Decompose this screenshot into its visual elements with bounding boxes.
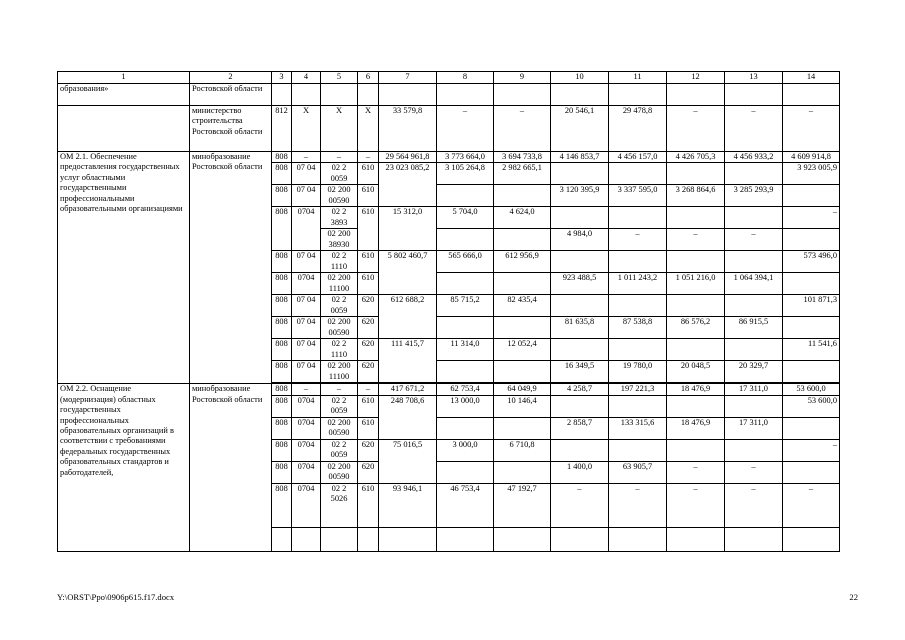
cell-value: – <box>783 207 840 229</box>
cell-rzpr: 07 04 <box>292 339 321 361</box>
cell-vr: 610 <box>358 273 379 295</box>
cell-vr: 620 <box>358 361 379 383</box>
cell-value: 1 400,0 <box>551 461 609 483</box>
cell-csr: 02 200 11100 <box>321 273 358 295</box>
cell-grbs: 808 <box>272 273 292 295</box>
cell-csr: 02 2 3893 <box>321 207 358 229</box>
col-header: 10 <box>551 72 609 84</box>
cell-csr: 02 200 11100 <box>321 361 358 383</box>
cell-csr: 02 2 1110 <box>321 339 358 361</box>
cell-value: 53 600,0 <box>783 384 840 395</box>
cell-rzpr: 0704 <box>292 207 321 251</box>
cell-rzpr: 07 04 <box>292 185 321 207</box>
cell-rzpr: 07 04 <box>292 163 321 185</box>
cell-rzpr: 0704 <box>292 417 321 439</box>
cell-value: 19 780,0 <box>609 361 667 383</box>
cell-value: – <box>609 483 667 527</box>
cell-value: – <box>783 106 840 152</box>
cell-csr: 02 2 0059 <box>321 395 358 417</box>
cell-value: 3 923 005,9 <box>783 163 840 185</box>
cell-grbs: 808 <box>272 185 292 207</box>
cell-value: – <box>609 229 667 251</box>
cell-value: 81 635,8 <box>551 317 609 339</box>
cell-vr: 610 <box>358 251 379 273</box>
cell-value: – <box>725 229 783 251</box>
cell-value: – <box>667 483 725 527</box>
cell-value: 85 715,2 <box>437 295 494 317</box>
col-header: 8 <box>437 72 494 84</box>
cell-value: 86 576,2 <box>667 317 725 339</box>
cell-value: 11 314,0 <box>437 339 494 361</box>
cell-grbs: 808 <box>272 339 292 361</box>
file-path: Y:\ORST\Ppo\0906p615.f17.docx <box>57 592 175 602</box>
cell-csr: 02 2 1110 <box>321 251 358 273</box>
cell-value: – <box>667 229 725 251</box>
cell-value: 33 579,8 <box>379 106 437 152</box>
cell-grbs: 808 <box>272 439 292 461</box>
cell-csr: 02 200 00590 <box>321 185 358 207</box>
cell-grbs: 808 <box>272 207 292 251</box>
cell-rzpr: – <box>292 384 321 395</box>
cell-value: 3 268 864,6 <box>667 185 725 207</box>
cell-grbs: 808 <box>272 461 292 483</box>
cell-csr: Х <box>321 106 358 152</box>
cell-value: 11 541,6 <box>783 339 840 361</box>
cell-value: 62 753,4 <box>437 384 494 395</box>
col-header: 5 <box>321 72 358 84</box>
cell-grbs: 808 <box>272 152 292 163</box>
cell-value: 64 049,9 <box>494 384 551 395</box>
cell-rzpr: 07 04 <box>292 251 321 273</box>
cell-value: 47 192,7 <box>494 483 551 527</box>
cell-grbs: 808 <box>272 317 292 339</box>
cell-grbs: 808 <box>272 251 292 273</box>
col-header: 7 <box>379 72 437 84</box>
cell-value: 23 023 085,2 <box>379 163 437 207</box>
cell-value: 1 051 216,0 <box>667 273 725 295</box>
cell-value: 612 956,9 <box>494 251 551 273</box>
cell-csr: 02 200 38930 <box>321 229 358 251</box>
cell-value: 197 221,3 <box>609 384 667 395</box>
cell-value: 20 329,7 <box>725 361 783 383</box>
cell-grbs: 812 <box>272 106 292 152</box>
cell-grbs: 808 <box>272 384 292 395</box>
measure-name: образования» <box>58 84 190 106</box>
cell-value: 13 000,0 <box>437 395 494 417</box>
cell-csr: 02 200 00590 <box>321 417 358 439</box>
cell-vr: 610 <box>358 417 379 439</box>
cell-value: – <box>725 461 783 483</box>
cell-rzpr: 07 04 <box>292 295 321 317</box>
cell-value: 29 564 961,8 <box>379 152 437 163</box>
col-header: 4 <box>292 72 321 84</box>
cell-value: 12 052,4 <box>494 339 551 361</box>
cell-grbs: 808 <box>272 417 292 439</box>
cell-vr: 610 <box>358 163 379 185</box>
cell-csr: 02 200 00590 <box>321 461 358 483</box>
cell-value: – <box>783 439 840 461</box>
col-header: 6 <box>358 72 379 84</box>
cell-value: 46 753,4 <box>437 483 494 527</box>
cell-value: 3 773 664,0 <box>437 152 494 163</box>
cell-value: 565 666,0 <box>437 251 494 273</box>
cell-value: – <box>783 483 840 527</box>
cell-rzpr: 07 04 <box>292 317 321 339</box>
cell-csr: 02 200 00590 <box>321 317 358 339</box>
cell-value: – <box>551 483 609 527</box>
table-row <box>58 84 840 106</box>
column-number-row <box>58 72 840 84</box>
cell-value: 87 538,8 <box>609 317 667 339</box>
executor: Ростовской области <box>190 84 272 106</box>
cell-vr: – <box>358 384 379 395</box>
cell-value: 3 285 293,9 <box>725 185 783 207</box>
cell-grbs: 808 <box>272 163 292 185</box>
cell-value: 4 258,7 <box>551 384 609 395</box>
cell-value: 4 609 914,8 <box>783 152 840 163</box>
cell-rzpr: – <box>292 152 321 163</box>
col-header: 3 <box>272 72 292 84</box>
cell-vr: 620 <box>358 439 379 461</box>
cell-value: 4 456 933,2 <box>725 152 783 163</box>
cell-value: 1 064 394,1 <box>725 273 783 295</box>
cell-value: 75 016,5 <box>379 439 437 483</box>
cell-value: 2 858,7 <box>551 417 609 439</box>
cell-value: 4 146 853,7 <box>551 152 609 163</box>
cell-value: 29 478,8 <box>609 106 667 152</box>
table-row <box>58 152 840 163</box>
cell-value: 3 105 264,8 <box>437 163 494 185</box>
cell-value: 3 337 595,0 <box>609 185 667 207</box>
cell-csr: 02 2 0059 <box>321 295 358 317</box>
col-header: 12 <box>667 72 725 84</box>
cell-rzpr: 0704 <box>292 483 321 527</box>
cell-vr: 610 <box>358 395 379 417</box>
cell-vr: 620 <box>358 295 379 317</box>
page-number: 22 <box>849 592 858 602</box>
cell-value: 53 600,0 <box>783 395 840 417</box>
cell-grbs: 808 <box>272 361 292 383</box>
cell-value: 93 946,1 <box>379 483 437 527</box>
cell-value: 20 048,5 <box>667 361 725 383</box>
cell-value: – <box>725 106 783 152</box>
cell-value: 101 871,3 <box>783 295 840 317</box>
cell-value: 4 456 157,0 <box>609 152 667 163</box>
cell-rzpr: 0704 <box>292 273 321 295</box>
cell-vr: Х <box>358 106 379 152</box>
cell-value: 4 624,0 <box>494 207 551 229</box>
cell-value: 133 315,6 <box>609 417 667 439</box>
cell-csr: 02 2 0059 <box>321 163 358 185</box>
cell-value: 2 982 665,1 <box>494 163 551 185</box>
cell-rzpr: 07 04 <box>292 361 321 383</box>
cell-value: 18 476,9 <box>667 417 725 439</box>
measure-name: ОМ 2.1. Обеспечение предоставления государственных услуг областными государственными профессиональными образовательными организациями <box>58 152 190 384</box>
cell-value: 111 415,7 <box>379 339 437 383</box>
cell-value: 17 311,0 <box>725 384 783 395</box>
cell-value: 417 671,2 <box>379 384 437 395</box>
cell-vr: 610 <box>358 185 379 207</box>
col-header: 1 <box>58 72 190 84</box>
cell-value: 82 435,4 <box>494 295 551 317</box>
cell-csr: 02 2 0059 <box>321 439 358 461</box>
cell-vr: 620 <box>358 317 379 339</box>
cell-value: 5 704,0 <box>437 207 494 229</box>
cell-value: – <box>725 483 783 527</box>
cell-value: 612 688,2 <box>379 295 437 339</box>
cell-value: 248 708,6 <box>379 395 437 439</box>
cell-value: 5 802 460,7 <box>379 251 437 295</box>
cell-value: 573 496,0 <box>783 251 840 273</box>
col-header: 11 <box>609 72 667 84</box>
cell-grbs: 808 <box>272 483 292 527</box>
col-header: 2 <box>190 72 272 84</box>
cell-vr: 620 <box>358 339 379 361</box>
cell-value: 1 011 243,2 <box>609 273 667 295</box>
cell-value: 4 426 705,3 <box>667 152 725 163</box>
cell-rzpr: 0704 <box>292 395 321 417</box>
cell-value: 3 000,0 <box>437 439 494 461</box>
cell-value: – <box>437 106 494 152</box>
cell-value: – <box>494 106 551 152</box>
cell-vr: 620 <box>358 461 379 483</box>
cell-value: 3 694 733,8 <box>494 152 551 163</box>
cell-value: 3 120 395,9 <box>551 185 609 207</box>
cell-value: 63 905,7 <box>609 461 667 483</box>
cell-vr: – <box>358 152 379 163</box>
measure-name: ОМ 2.2. Оснащение (модернизация) областных государственных профессиональных образовательных организаций в соответствии с требованиями федеральных государственных образовательных стандартов и работодателей, <box>58 384 190 551</box>
executor: минобразование Ростовской области <box>190 152 272 384</box>
cell-vr: 610 <box>358 483 379 527</box>
cell-csr: 02 2 5026 <box>321 483 358 527</box>
cell-value: 18 476,9 <box>667 384 725 395</box>
executor: министерство строительства Ростовской области <box>190 106 272 152</box>
cell-value: – <box>667 106 725 152</box>
cell-value: 86 915,5 <box>725 317 783 339</box>
cell-value: – <box>667 461 725 483</box>
executor: минобразование Ростовской области <box>190 384 272 551</box>
table-row <box>58 384 840 395</box>
cell-rzpr: Х <box>292 106 321 152</box>
col-header: 14 <box>783 72 840 84</box>
cell-csr: – <box>321 384 358 395</box>
cell-value: 15 312,0 <box>379 207 437 251</box>
cell-grbs: 808 <box>272 395 292 417</box>
cell-value: 16 349,5 <box>551 361 609 383</box>
cell-value: 923 488,5 <box>551 273 609 295</box>
cell-value: 6 710,8 <box>494 439 551 461</box>
col-header: 13 <box>725 72 783 84</box>
table-row <box>58 106 840 152</box>
cell-rzpr: 0704 <box>292 439 321 461</box>
cell-vr: 610 <box>358 207 379 251</box>
cell-value: 10 146,4 <box>494 395 551 417</box>
cell-value: 20 546,1 <box>551 106 609 152</box>
budget-table <box>57 71 840 552</box>
cell-value: 4 984,0 <box>551 229 609 251</box>
cell-csr: – <box>321 152 358 163</box>
cell-value: 17 311,0 <box>725 417 783 439</box>
cell-grbs: 808 <box>272 295 292 317</box>
cell-rzpr: 0704 <box>292 461 321 483</box>
col-header: 9 <box>494 72 551 84</box>
